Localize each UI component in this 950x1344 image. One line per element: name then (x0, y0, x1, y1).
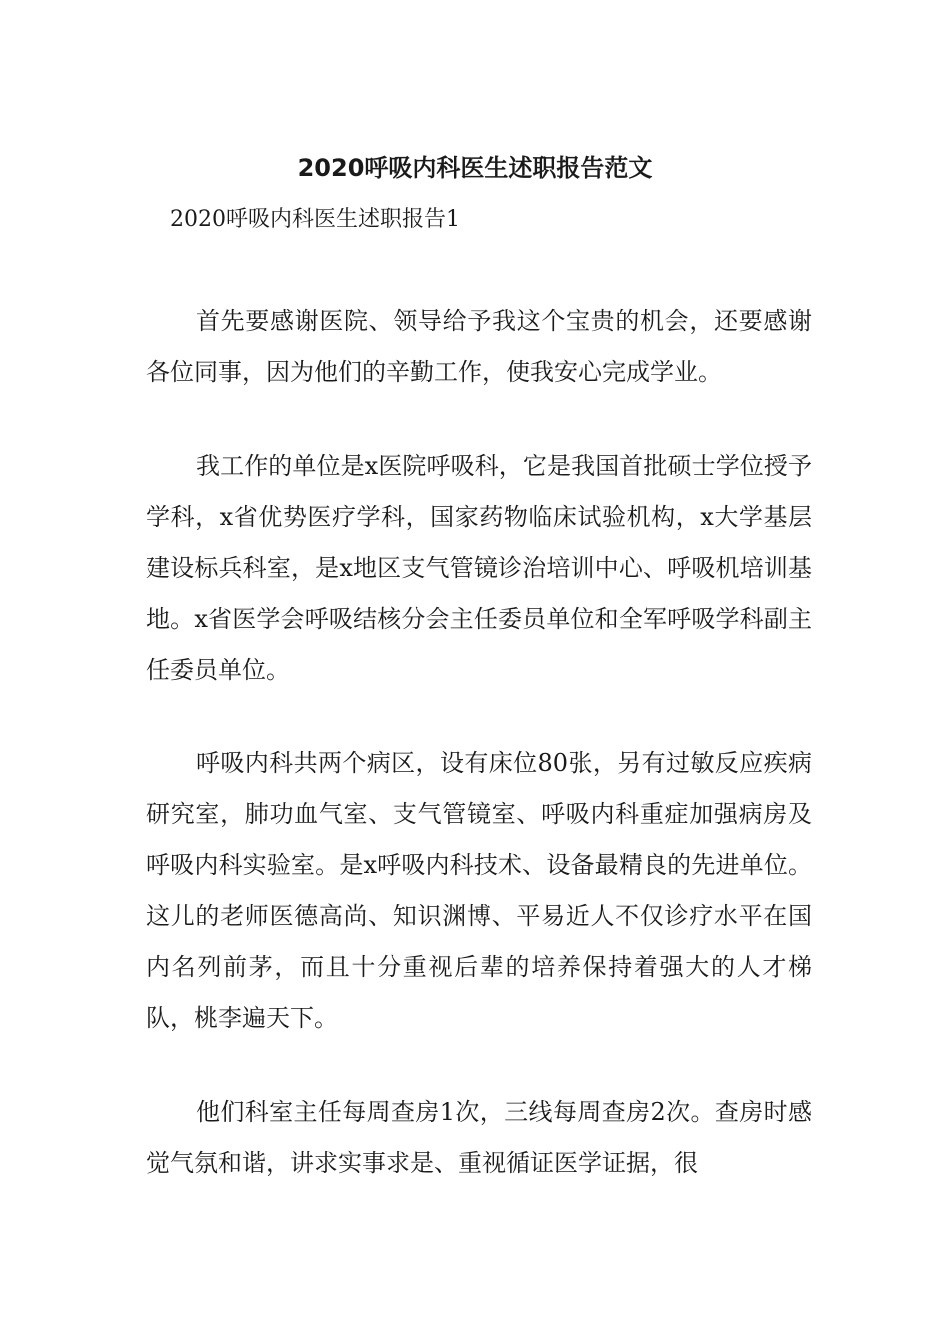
paragraph-1: 首先要感谢医院、领导给予我这个宝贵的机会，还要感谢各位同事，因为他们的辛勤工作，使我安心完成学业。 (146, 307, 812, 386)
paragraph-3: 呼吸内科共两个病区，设有床位80张，另有过敏反应疾病研究室，肺功血气室、支气管镜室、呼吸内科重症加强病房及呼吸内科实验室。是x呼吸内科技术、设备最精良的先进单位。这儿的老师医德高尚、知识渊博、平易近人不仅诊疗水平在国内名列前茅，而且十分重视后辈的培养保持着强大的人才梯队，桃李遍天下。 (146, 749, 812, 1032)
document-title: 2020呼吸内科医生述职报告范文 (297, 154, 653, 182)
document-subtitle: 2020呼吸内科医生述职报告1 (170, 207, 460, 232)
paragraph-2: 我工作的单位是x医院呼吸科，它是我国首批硕士学位授予学科，x省优势医疗学科，国家药物临床试验机构，x大学基层建设标兵科室，是x地区支气管镜诊治培训中心、呼吸机培训基地。x省医学会呼吸结核分会主任委员单位和全军呼吸学科副主任委员单位。 (146, 452, 812, 684)
paragraph-4: 他们科室主任每周查房1次，三线每周查房2次。查房时感觉气氛和谐，讲求实事求是、重视循证医学证据，很 (146, 1098, 812, 1177)
